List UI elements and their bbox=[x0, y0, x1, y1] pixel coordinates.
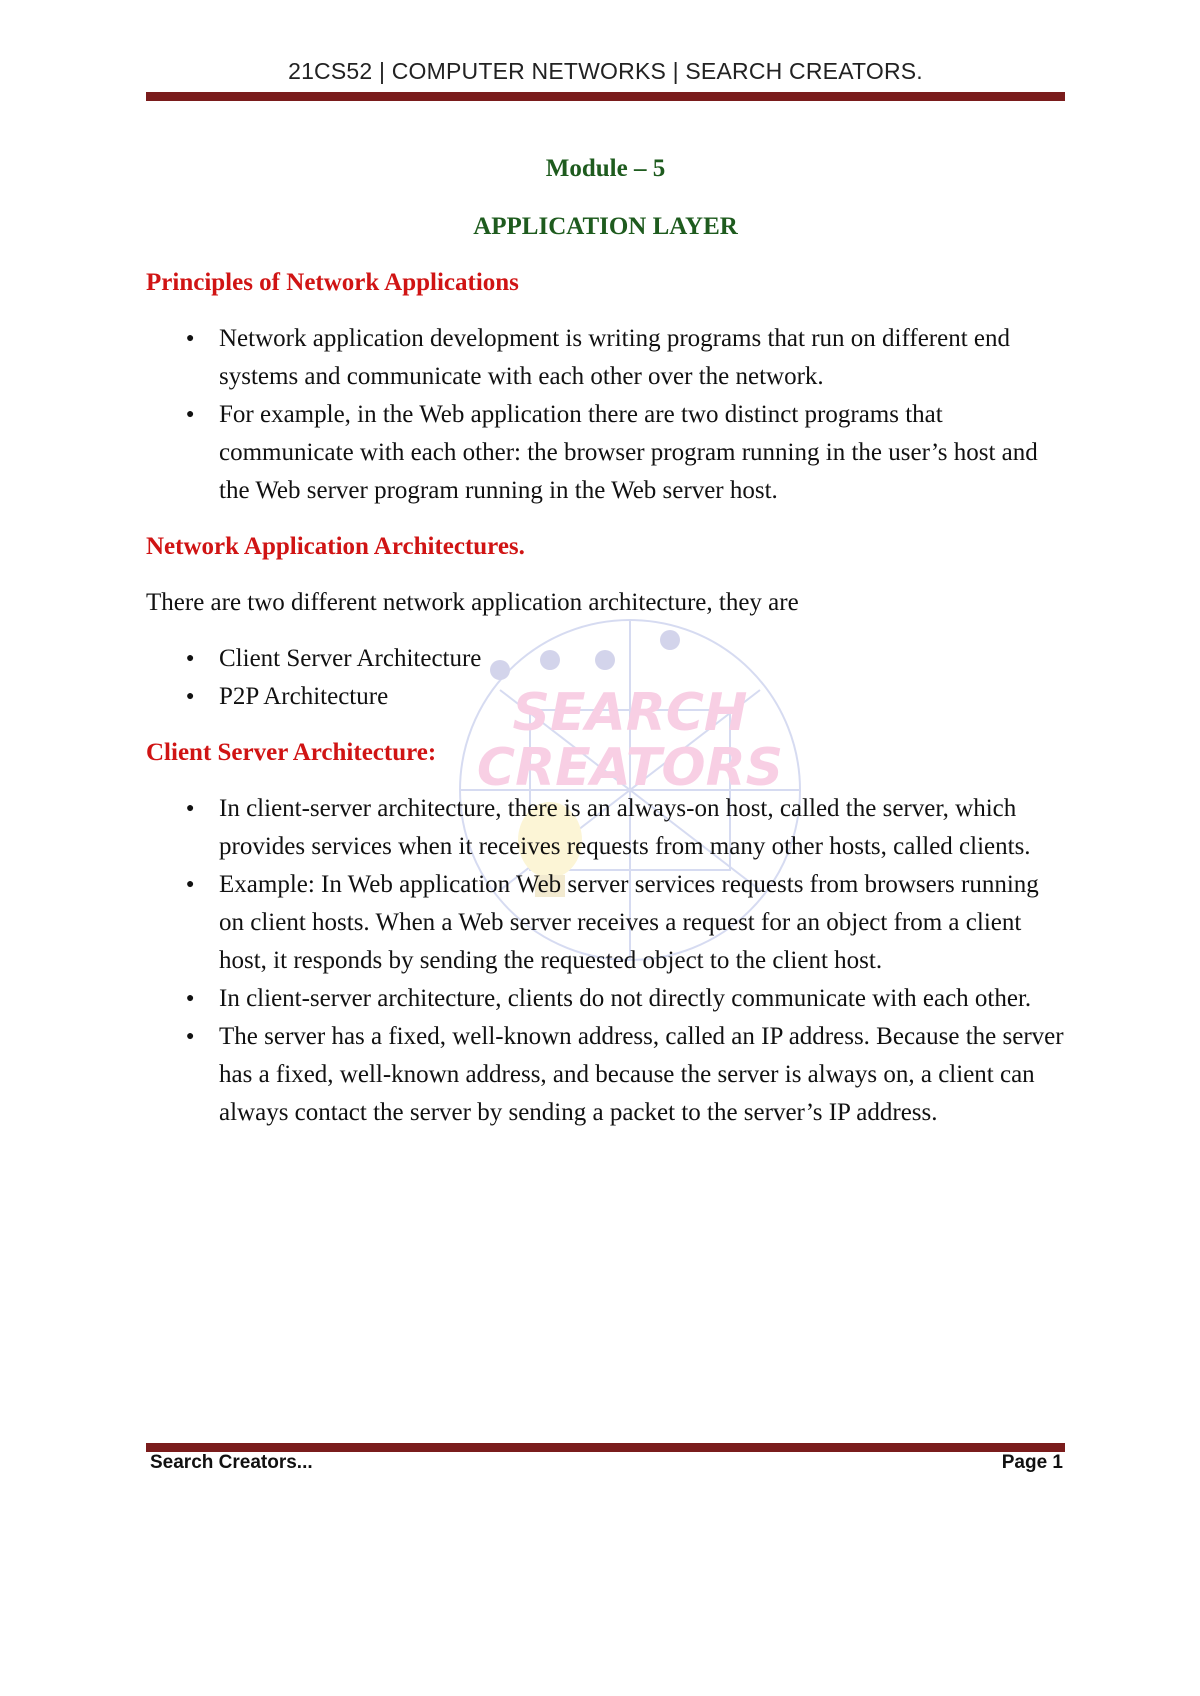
module-title: Module – 5 bbox=[545, 155, 666, 182]
list-item: ● In client-server architecture, clients do not directly communicate with each other. bbox=[146, 980, 1065, 1018]
list-item: ● Example: In Web application Web server services requests from browsers running on client hosts. When a Web server receives a request for an object from a client host, it responds by sending the requested object to the client host. bbox=[146, 866, 1065, 980]
page-header: 21CS52 | COMPUTER NETWORKS | SEARCH CREATORS. bbox=[288, 58, 923, 84]
header-rule bbox=[146, 92, 1065, 101]
list-item: ● For example, in the Web application there are two distinct programs that communicate with each other: the browser program running in the user’s host and the Web server program running in the Web server host. bbox=[146, 396, 1065, 510]
principles-list bbox=[146, 320, 1065, 510]
architectures-intro: There are two different network application architecture, they are bbox=[146, 589, 799, 616]
list-item: ● Client Server Architecture bbox=[146, 640, 1065, 678]
document-body bbox=[146, 150, 1065, 1150]
list-item: ● In client-server architecture, there is an always-on host, called the server, which provides services when it receives requests from many other hosts, called clients. bbox=[146, 790, 1065, 866]
list-item: ● The server has a fixed, well-known address, called an IP address. Because the server has a fixed, well-known address, and because the server is always on, a client can always contact the server by sending a packet to the server’s IP address. bbox=[146, 1018, 1065, 1132]
section-heading-principles: Principles of Network Applications bbox=[146, 269, 519, 296]
list-item: ● P2P Architecture bbox=[146, 678, 1065, 716]
watermark-text-line2: CREATORS bbox=[476, 738, 784, 798]
watermark-text-line1: SEARCH bbox=[512, 683, 748, 743]
section-heading-client-server: Client Server Architecture: bbox=[146, 739, 437, 766]
architectures-list bbox=[146, 640, 1065, 716]
client-server-list bbox=[146, 790, 1065, 1132]
footer-left-text: Search Creators... bbox=[150, 1452, 313, 1473]
section-heading-architectures: Network Application Architectures. bbox=[146, 533, 525, 560]
list-item: ● Network application development is writing programs that run on different end systems and communicate with each other over the network. bbox=[146, 320, 1065, 396]
module-subtitle: APPLICATION LAYER bbox=[473, 213, 738, 240]
page-number: Page 1 bbox=[1001, 1452, 1063, 1473]
footer-rule bbox=[146, 1443, 1065, 1452]
